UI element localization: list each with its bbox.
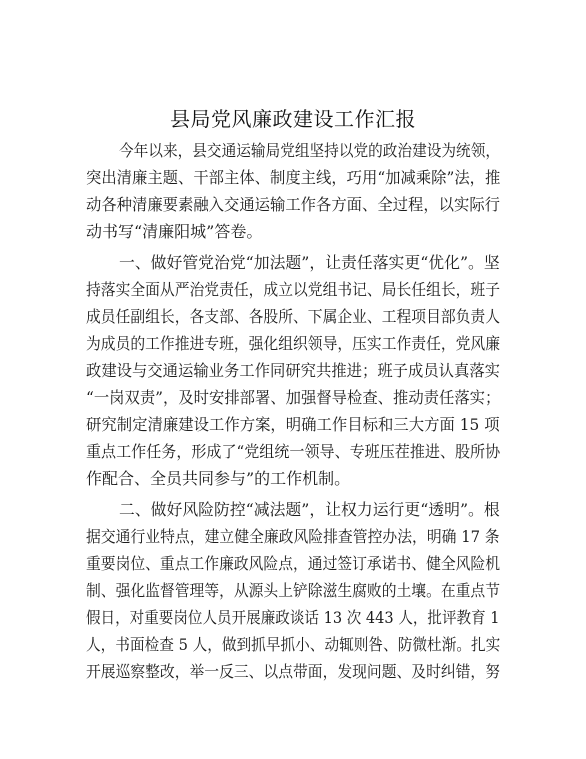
body-line: 成员任副组长，各支部、各股所、下属企业、工程项目部负责人 — [86, 307, 501, 326]
body-line: 动书写“清廉阳城”答卷。 — [86, 222, 263, 241]
body-line: 重要岗位、重点工作廉政风险点，通过签订承诺书、健全风险机 — [86, 554, 501, 573]
body-line: 人，书面检查 5 人，做到抓早抓小、动辄则咎、防微杜渐。扎实 — [86, 635, 501, 654]
body-line: 政建设与交通运输业务工作同研究共推进；班子成员认真落实 — [86, 361, 501, 380]
body-line: 今年以来，县交通运输局党组坚持以党的政治建设为统领， — [119, 141, 501, 160]
body-line: 作配合、全员共同参与”的工作机制。 — [86, 469, 351, 488]
body-line: 一、做好管党治党“加法题”，让责任落实更“优化”。坚 — [119, 253, 500, 272]
document-title: 县局党风廉政建设工作汇报 — [170, 107, 416, 131]
body-line: 重点工作任务，形成了“党组统一领导、专班压茬推进、股所协 — [86, 442, 501, 461]
body-line: 二、做好风险防控“减法题”，让权力运行更“透明”。根 — [119, 500, 500, 519]
body-line: 据交通行业特点，建立健全廉政风险排查管控办法，明确 17 条 — [86, 527, 500, 546]
body-line: 动各种清廉要素融入交通运输工作各方面、全过程，以实际行 — [86, 195, 501, 214]
body-line: “一岗双责”，及时安排部署、加强督导检查、推动责任落实； — [86, 388, 501, 407]
body-line: 为成员的工作推进专班，强化组织领导，压实工作责任，党风廉 — [86, 334, 501, 353]
body-line: 持落实全面从严治党责任，成立以党组书记、局长任组长，班子 — [86, 280, 501, 299]
body-line: 突出清廉主题、干部主体、制度主线，巧用“加减乘除”法，推 — [86, 168, 501, 187]
body-line: 研究制定清廉建设工作方案，明确工作目标和三大方面 15 项 — [86, 415, 500, 434]
body-line: 制、强化监督管理等，从源头上铲除滋生腐败的土壤。在重点节 — [86, 581, 501, 600]
body-line: 开展巡察整改，举一反三、以点带面，发现问题、及时纠错，努 — [86, 662, 501, 681]
body-line: 假日，对重要岗位人员开展廉政谈话 13 次 443 人，批评教育 1 — [86, 608, 500, 627]
